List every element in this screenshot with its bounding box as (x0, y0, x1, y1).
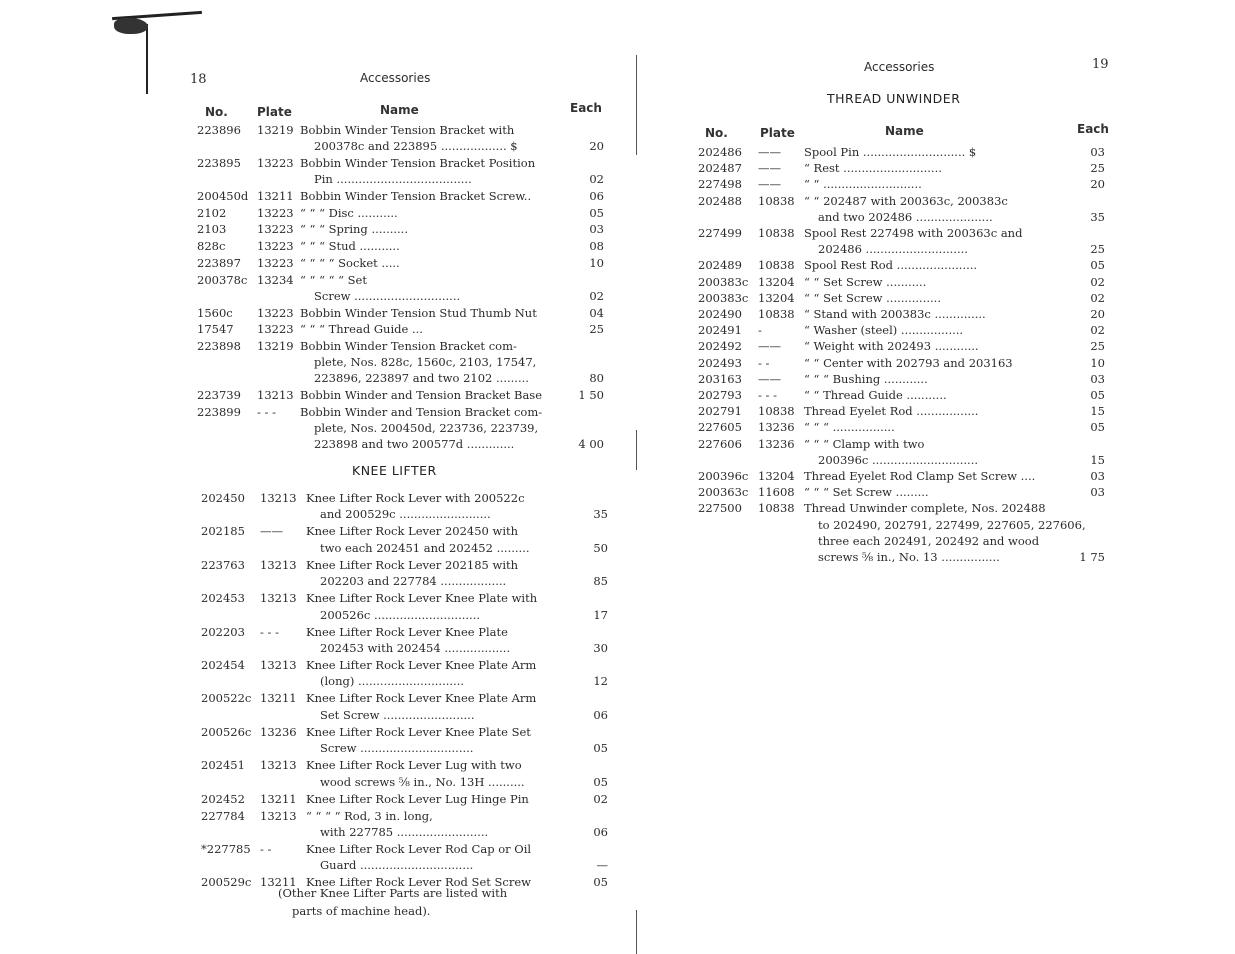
part-name-line: 223896, 223897 and two 2102 ......... (314, 371, 529, 386)
part-name-line: two each 202451 and 202452 ......... (320, 540, 530, 555)
price: 10 (589, 255, 604, 270)
part-name-line: Knee Lifter Rock Lever Lug Hinge Pin (306, 791, 529, 806)
price: 20 (589, 139, 604, 154)
price: 06 (593, 707, 608, 722)
part-number: 1560c (197, 305, 233, 320)
price: 06 (589, 189, 604, 203)
part-number: 227499 (698, 226, 742, 240)
part-number: 202450 (201, 491, 245, 505)
price: 17 (593, 607, 608, 622)
price: 35 (593, 507, 608, 522)
plate-number: 13204 (758, 469, 795, 483)
part-name-line: with 227785 ......................... (320, 824, 489, 839)
part-number: 200383c (698, 290, 749, 305)
price: 02 (589, 172, 604, 187)
price: 15 (1090, 452, 1105, 467)
plate-number: - - (260, 842, 272, 856)
plate-number: 13211 (260, 791, 297, 806)
part-name-line: plete, Nos. 828c, 1560c, 2103, 17547, (314, 355, 537, 370)
part-name-line: “ “ Thread Guide ........... (804, 388, 947, 402)
price: 50 (593, 540, 608, 555)
part-number: 828c (197, 239, 226, 254)
part-name-line: “ “ Set Screw ............... (804, 290, 941, 305)
price: 02 (593, 791, 608, 806)
part-name-line: “ “ “ Thread Guide ... (300, 322, 423, 337)
plate-number: - - (758, 355, 770, 370)
plate-number: —— (260, 524, 283, 539)
part-name-line: Bobbin Winder and Tension Bracket Base (300, 388, 543, 403)
part-name-line: Knee Lifter Rock Lever Knee Plate Arm (306, 658, 537, 672)
plate-number: - (758, 323, 762, 338)
section-title: THREAD UNWINDER (827, 91, 961, 106)
plate-number: 13213 (260, 808, 297, 823)
part-name-line: “ “ Set Screw ........... (804, 274, 927, 289)
part-number: 202793 (698, 388, 742, 402)
part-number: 200363c (698, 485, 749, 500)
part-name-line: “ “ “ “ “ Set (300, 272, 367, 287)
column-header-plate: Plate (760, 126, 795, 140)
part-name-line: Knee Lifter Rock Lever Rod Cap or Oil (306, 842, 532, 856)
part-name-line: 200396c ............................. (818, 452, 979, 467)
part-number: 202452 (201, 791, 245, 806)
price: 05 (1090, 258, 1105, 273)
part-name-line: “ “ ........................... (804, 177, 922, 192)
part-number: 202490 (698, 307, 742, 321)
part-number: 200450d (197, 189, 249, 203)
price: 03 (1090, 469, 1105, 483)
part-number: 227606 (698, 436, 742, 451)
part-name-line: screws ⅝ in., No. 13 ................ (818, 549, 1000, 564)
plate-number: 13223 (257, 255, 294, 270)
part-number: 202489 (698, 258, 742, 273)
price: 1 75 (1079, 549, 1105, 564)
plate-number: 13213 (260, 491, 297, 505)
part-name-line: Spool Rest Rod ...................... (804, 258, 978, 273)
footnote-line: (Other Knee Lifter Parts are listed with (278, 886, 508, 900)
part-name-line: “ “ “ Disc ........... (300, 205, 398, 220)
price: 10 (1090, 355, 1105, 370)
plate-number: 13234 (257, 272, 294, 287)
part-number: 202487 (698, 161, 742, 176)
plate-number: 10838 (758, 193, 795, 208)
plate-number: —— (758, 161, 781, 176)
plate-number: 13213 (260, 591, 297, 606)
price: 85 (593, 574, 608, 589)
plate-number: 10838 (758, 404, 795, 419)
part-number: 202491 (698, 323, 742, 338)
part-number: 202488 (698, 193, 742, 208)
part-number: 2103 (197, 222, 227, 237)
price: 1 50 (578, 388, 604, 403)
plate-number: 10838 (758, 258, 795, 273)
column-header-each: Each (570, 101, 602, 115)
part-name-line: Knee Lifter Rock Lever Knee Plate with (306, 591, 538, 606)
plate-number: 13219 (257, 338, 294, 353)
price: 12 (593, 674, 608, 689)
part-name-line: 202203 and 227784 .................. (320, 574, 507, 589)
part-name-line: Knee Lifter Rock Lever Knee Plate Arm (306, 691, 537, 706)
part-name-line: “ “ “ ................. (804, 420, 895, 435)
part-number: 223898 (197, 338, 241, 353)
column-header-no: No. (205, 105, 228, 119)
part-number: 223895 (197, 156, 241, 170)
running-head: Accessories (864, 60, 935, 74)
part-name-line: Bobbin Winder and Tension Bracket com- (300, 404, 543, 419)
part-name-line: Knee Lifter Rock Lever with 200522c (306, 491, 525, 505)
part-name-line: Knee Lifter Rock Lever 202185 with (306, 557, 519, 572)
plate-number: 13223 (257, 156, 294, 170)
part-number: 227498 (698, 177, 742, 192)
plate-number: 13211 (257, 189, 294, 203)
part-name-line: wood screws ⅝ in., No. 13H .......... (320, 774, 525, 789)
footnote-line: parts of machine head). (292, 904, 431, 918)
part-name-line: “ Washer (steel) ................. (804, 323, 964, 338)
price: 15 (1090, 404, 1105, 419)
price: 08 (589, 239, 604, 254)
part-name-line: Bobbin Winder Tension Bracket with (300, 123, 515, 137)
page-number: 18 (190, 72, 207, 87)
part-name-line: Set Screw ......................... (320, 707, 475, 722)
plate-number: —— (758, 145, 781, 159)
column-header-no: No. (705, 126, 728, 140)
part-name-line: 202453 with 202454 .................. (320, 640, 511, 655)
price: 30 (593, 640, 608, 655)
price: 05 (589, 205, 604, 220)
part-name-line: and 200529c ......................... (320, 507, 491, 522)
price: 25 (1090, 339, 1105, 354)
part-number: 202492 (698, 339, 742, 354)
part-number: *227785 (201, 842, 251, 856)
price: 03 (589, 222, 604, 237)
plate-number: 13223 (257, 239, 294, 254)
part-name-line: Spool Pin ............................ $ (804, 145, 977, 159)
part-name-line: “ “ “ Bushing ............ (804, 371, 928, 386)
price: 02 (1090, 323, 1105, 338)
part-number: 223739 (197, 388, 241, 403)
plate-number: 13213 (260, 758, 297, 773)
part-name-line: 202486 ............................ (818, 242, 968, 257)
part-name-line: Guard ............................... (320, 858, 474, 873)
part-number: 202203 (201, 624, 245, 639)
part-name-line: Pin ..................................... (314, 172, 472, 187)
part-number: 223897 (197, 255, 241, 270)
plate-number: 10838 (758, 226, 795, 240)
part-name-line: to 202490, 202791, 227499, 227605, 227606, (818, 517, 1086, 532)
plate-number: 13236 (758, 436, 795, 451)
gutter-line (636, 430, 637, 470)
part-name-line: Bobbin Winder Tension Stud Thumb Nut (300, 305, 537, 320)
part-number: 200522c (201, 691, 252, 706)
part-name-line: 200378c and 223895 .................. $ (314, 139, 518, 154)
plate-number: —— (758, 339, 781, 354)
part-name-line: three each 202491, 202492 and wood (818, 533, 1040, 548)
part-number: 223896 (197, 123, 241, 137)
price: 04 (589, 305, 604, 320)
plate-number: 13213 (257, 388, 294, 403)
part-name-line: Bobbin Winder Tension Bracket com- (300, 338, 517, 353)
price: 05 (1090, 420, 1105, 435)
part-number: 227784 (201, 808, 245, 823)
price: 25 (589, 322, 604, 337)
part-number: 203163 (698, 371, 742, 386)
plate-number: 13204 (758, 274, 795, 289)
part-name-line: Knee Lifter Rock Lever 202450 with (306, 524, 519, 539)
part-name-line: Knee Lifter Rock Lever Rod Set Screw (306, 875, 531, 890)
part-number: 202791 (698, 404, 742, 419)
part-name-line: Thread Unwinder complete, Nos. 202488 (804, 501, 1046, 516)
price: 80 (589, 371, 604, 386)
gutter-line (636, 910, 637, 954)
plate-number: 11608 (758, 485, 795, 500)
plate-number: 13213 (260, 557, 297, 572)
plate-number: 10838 (758, 307, 795, 321)
part-name-line: Spool Rest 227498 with 200363c and (804, 226, 1023, 240)
part-number: 200529c (201, 875, 252, 890)
part-number: 223899 (197, 404, 241, 419)
part-number: 200383c (698, 274, 749, 289)
column-header-plate: Plate (257, 105, 292, 119)
section-title: KNEE LIFTER (352, 463, 437, 478)
part-name-line: 223898 and two 200577d ............. (314, 437, 515, 452)
gutter-line (636, 55, 637, 155)
part-name-line: Thread Eyelet Rod Clamp Set Screw .... (804, 469, 1036, 483)
part-number: 202451 (201, 758, 245, 773)
part-name-line: Screw ............................... (320, 741, 474, 756)
plate-number: 13211 (260, 691, 297, 706)
running-head: Accessories (360, 71, 431, 85)
part-name-line: “ “ Center with 202793 and 203163 (804, 355, 1013, 370)
part-name-line: Bobbin Winder Tension Bracket Screw.. (300, 189, 532, 203)
part-number: 223763 (201, 557, 245, 572)
part-name-line: Thread Eyelet Rod ................. (804, 404, 979, 419)
part-name-line: plete, Nos. 200450d, 223736, 223739, (314, 421, 539, 436)
price: 06 (593, 824, 608, 839)
part-name-line: “ “ “ “ Socket ..... (300, 255, 400, 270)
price: 02 (1090, 290, 1105, 305)
plate-number: 13223 (257, 322, 294, 337)
page-number: 19 (1092, 57, 1109, 72)
part-name-line: Screw ............................. (314, 288, 461, 303)
price: 35 (1090, 209, 1105, 224)
plate-number: 13211 (260, 875, 297, 890)
part-number: 200396c (698, 469, 749, 483)
price: 02 (1090, 274, 1105, 289)
part-name-line: “ “ “ “ Rod, 3 in. long, (306, 808, 433, 823)
price: 02 (589, 288, 604, 303)
part-number: 202486 (698, 145, 742, 159)
plate-number: 13236 (758, 420, 795, 435)
plate-number: 13223 (257, 205, 294, 220)
price: 20 (1090, 307, 1105, 321)
plate-number: 10838 (758, 501, 795, 516)
part-name-line: “ Weight with 202493 ............ (804, 339, 979, 354)
price: 25 (1090, 242, 1105, 257)
part-name-line: “ Rest ........................... (804, 161, 942, 176)
price: 4 00 (578, 437, 604, 452)
price: 03 (1090, 145, 1105, 159)
part-number: 202454 (201, 658, 245, 672)
part-name-line: Knee Lifter Rock Lever Lug with two (306, 758, 522, 773)
column-header-each: Each (1077, 122, 1109, 136)
plate-number: 13219 (257, 123, 294, 137)
plate-number: 13204 (758, 290, 795, 305)
part-name-line: 200526c ............................. (320, 607, 481, 622)
part-number: 17547 (197, 322, 234, 337)
price: 25 (1090, 161, 1105, 176)
plate-number: 13223 (257, 305, 294, 320)
plate-number: —— (758, 177, 781, 192)
price: 05 (593, 875, 608, 890)
plate-number: 13236 (260, 724, 297, 739)
part-name-line: “ “ “ Spring .......... (300, 222, 408, 237)
part-name-line: and two 202486 ..................... (818, 209, 993, 224)
part-name-line: “ “ “ Set Screw ......... (804, 485, 929, 500)
price: 03 (1090, 485, 1105, 500)
plate-number: - - - (260, 624, 279, 639)
part-number: 227500 (698, 501, 742, 516)
part-name-line: Knee Lifter Rock Lever Knee Plate (306, 624, 508, 639)
price: 20 (1090, 177, 1105, 192)
part-name-line: “ “ 202487 with 200363c, 200383c (804, 193, 1008, 208)
part-name-line: “ “ “ Stud ........... (300, 239, 400, 254)
part-name-line: Bobbin Winder Tension Bracket Position (300, 156, 536, 170)
part-name-line: “ “ “ Clamp with two (804, 436, 925, 451)
part-name-line: Knee Lifter Rock Lever Knee Plate Set (306, 724, 531, 739)
part-name-line: (long) ............................. (320, 674, 465, 689)
column-header-name: Name (885, 124, 924, 138)
plate-number: —— (758, 371, 781, 386)
price: 05 (593, 741, 608, 756)
part-number: 202493 (698, 355, 742, 370)
price: 03 (1090, 371, 1105, 386)
part-number: 227605 (698, 420, 742, 435)
part-number: 200378c (197, 272, 248, 287)
column-header-name: Name (380, 103, 419, 117)
price: 05 (1090, 388, 1105, 402)
plate-number: - - - (758, 388, 777, 402)
price: 05 (593, 774, 608, 789)
right-page (640, 0, 1235, 954)
plate-number: 13223 (257, 222, 294, 237)
part-number: 200526c (201, 724, 252, 739)
plate-number: 13213 (260, 658, 297, 672)
price: — (596, 858, 608, 873)
part-number: 202185 (201, 524, 245, 539)
plate-number: - - - (257, 404, 276, 419)
part-number: 2102 (197, 205, 227, 220)
part-number: 202453 (201, 591, 245, 606)
part-name-line: “ Stand with 200383c .............. (804, 307, 986, 321)
